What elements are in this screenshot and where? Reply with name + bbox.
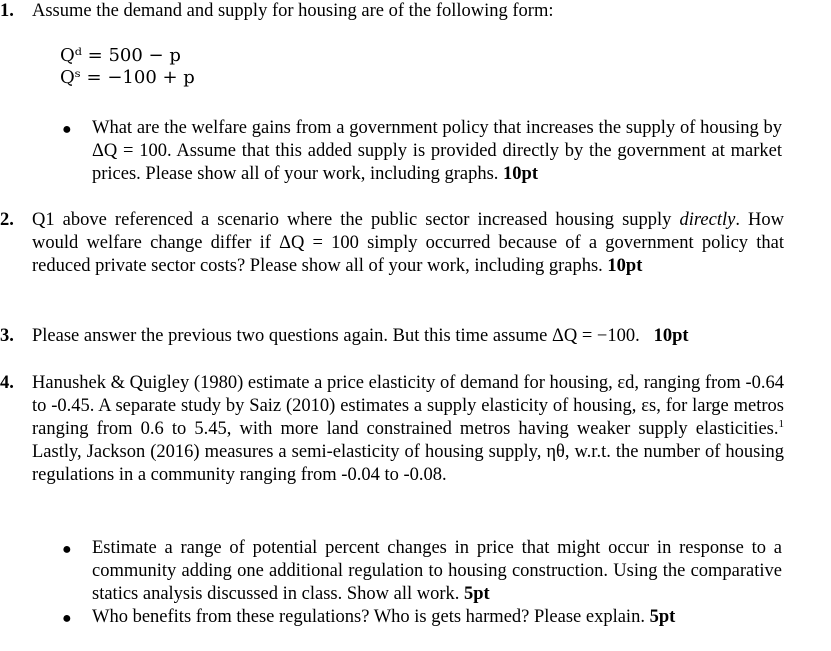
question-4 (0, 372, 790, 487)
text-segment: Lastly, Jackson (2016) measures a semi-elasticity of housing supply, ηθ, w.r.t. the number of housing regulations in a community ranging from -0.04 to -0.08. (32, 442, 784, 485)
points-label: 10pt (653, 326, 689, 346)
points-label: 5pt (649, 607, 676, 627)
question-number: 3. (0, 326, 14, 346)
question-1-bullet (92, 117, 782, 186)
text-segment: Hanushek & Quigley (1980) estimate a price elasticity of demand for housing, εd, ranging from -0.64 to -0.45. A separate study by Saiz (2010) estimates a supply elasticity of housing, εs, for large metros ranging from 0.6 to 5.45, with more land constrained metros having weaker supply elasticities. (32, 373, 784, 439)
bullet-icon: ● (62, 541, 72, 558)
question-number: 1. (0, 1, 14, 21)
question-text (32, 372, 784, 487)
bullet-text: Estimate a range of potential percent changes in price that might occur in response to a community adding one additional regulation to housing construction. Using the comparative statics analysis discussed in class. Show all work. (92, 538, 782, 604)
question-1 (0, 0, 790, 23)
points-label: 10pt (503, 164, 538, 184)
bullet-text: What are the welfare gains from a government policy that increases the supply of housing by ΔQ = 100. Assume that this added supply is provided directly by the government at market prices. Please show all of your work, including graphs. (92, 118, 782, 184)
question-text (32, 325, 784, 348)
question-4-bullet-2 (92, 606, 782, 629)
demand-equation: Qᵈ = 500 − p (60, 45, 181, 66)
text-segment: Please answer the previous two questions again. But this time assume ΔQ = −100. (32, 326, 640, 346)
question-number: 2. (0, 210, 14, 230)
footnote-marker: 1 (778, 417, 784, 430)
question-text: Assume the demand and supply for housing are of the following form: (32, 1, 554, 21)
points-label: 5pt (464, 584, 490, 604)
question-text (32, 209, 784, 278)
points-label: 10pt (607, 256, 643, 276)
text-segment: Q1 above referenced a scenario where the public sector increased housing supply (32, 210, 672, 230)
question-3 (0, 325, 790, 348)
bullet-text: Who benefits from these regulations? Who is gets harmed? Please explain. (92, 607, 645, 627)
bullet-icon: ● (62, 610, 72, 627)
question-2 (0, 209, 790, 278)
question-4-bullet-1 (92, 537, 782, 606)
supply-equation: Qˢ = −100 + p (60, 67, 195, 88)
text-segment: . How would welfare change differ if ΔQ = 100 simply occurred because of a government policy that reduced private sector costs? Please show all of your work, including graphs. (32, 210, 784, 276)
question-number: 4. (0, 373, 14, 393)
emphasis-text: directly (679, 210, 736, 230)
bullet-icon: ● (62, 121, 72, 138)
